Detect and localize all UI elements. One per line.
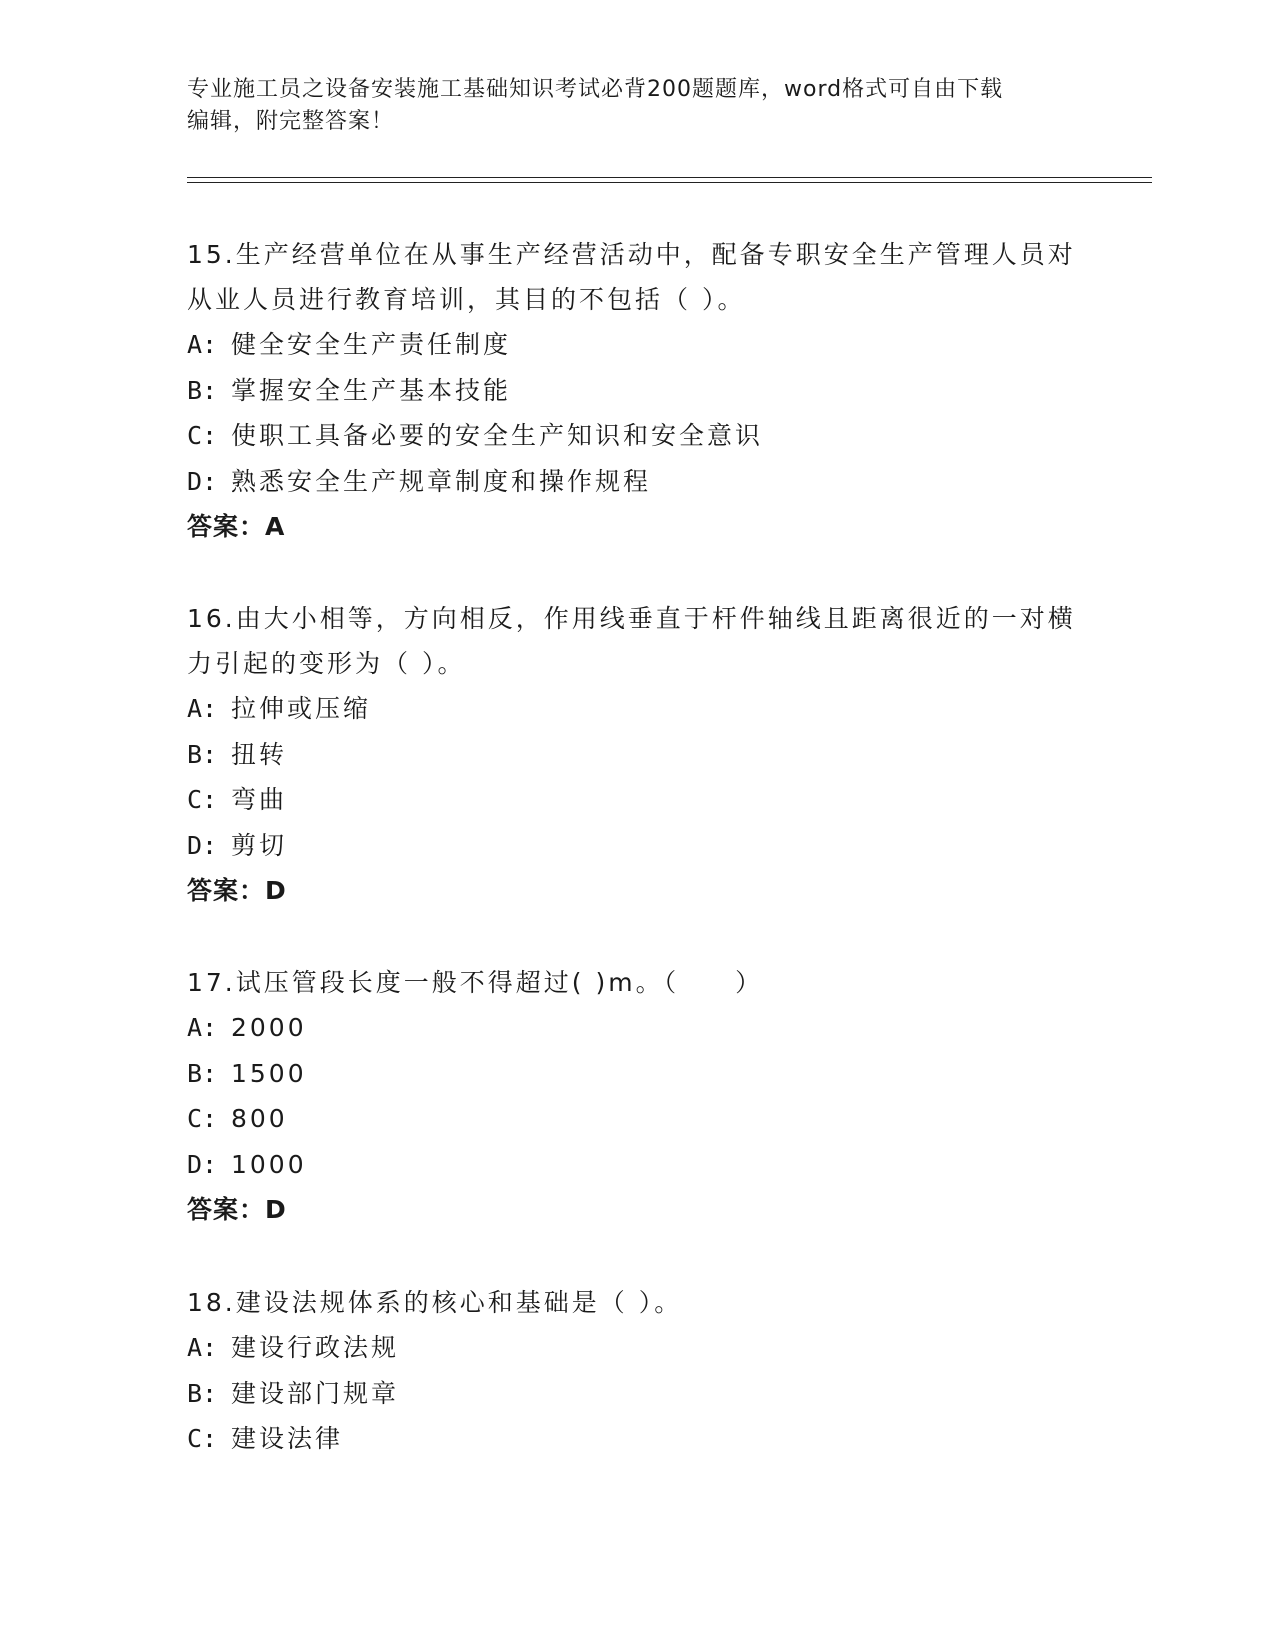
question-18 <box>187 1280 1087 1462</box>
question-stem: 17.试压管段长度一般不得超过( )m。（ ） <box>187 968 764 997</box>
option-c <box>187 1416 1087 1462</box>
option-text: 2000 <box>231 1013 307 1042</box>
question-stem: 18.建设法规体系的核心和基础是（ ）。 <box>187 1288 683 1317</box>
option-text: 使职工具备必要的安全生产知识和安全意识 <box>231 421 764 450</box>
option-b <box>187 1371 1087 1417</box>
option-c <box>187 413 1087 459</box>
question-stem: 15.生产经营单位在从事生产经营活动中，配备专职安全生产管理人员对从业人员进行教育培训，其目的不包括（ ）。 <box>187 240 1076 314</box>
option-a <box>187 1325 1087 1371</box>
option-letter: D: <box>187 466 218 496</box>
option-text: 剪切 <box>231 830 288 860</box>
option-letter: B: <box>187 1058 218 1088</box>
option-letter: C: <box>187 1104 218 1133</box>
option-text: 拉伸或压缩 <box>231 694 372 723</box>
option-letter: C: <box>187 1424 218 1453</box>
option-text: 建设行政法规 <box>231 1333 400 1362</box>
option-a <box>187 1005 1087 1051</box>
header-divider-top <box>187 177 1152 178</box>
option-b <box>187 368 1087 414</box>
option-d <box>187 823 1087 869</box>
option-letter: C: <box>187 421 218 450</box>
question-15 <box>187 232 1087 550</box>
document-header <box>187 74 1067 138</box>
option-letter: B: <box>187 375 218 405</box>
option-text: 1000 <box>231 1149 307 1179</box>
option-letter: A: <box>187 1013 218 1042</box>
option-text: 掌握安全生产基本技能 <box>231 375 512 405</box>
question-stem: 16.由大小相等，方向相反，作用线垂直于杆件轴线且距离很近的一对横力引起的变形为（ ）。 <box>187 604 1076 678</box>
option-c <box>187 1096 1087 1142</box>
option-text: 熟悉安全生产规章制度和操作规程 <box>231 466 652 496</box>
option-a <box>187 686 1087 732</box>
header-line-2: 编辑，附完整答案！ <box>187 109 395 134</box>
option-text: 健全安全生产责任制度 <box>231 330 512 359</box>
option-letter: D: <box>187 830 218 860</box>
option-d <box>187 1142 1087 1188</box>
option-text: 1500 <box>231 1058 307 1088</box>
header-divider-bottom <box>187 182 1152 183</box>
option-letter: A: <box>187 1333 218 1362</box>
answer-line: 答案：D <box>187 876 287 905</box>
answer-line: 答案：D <box>187 1195 287 1224</box>
question-17 <box>187 960 1087 1233</box>
option-text: 扭转 <box>231 739 288 769</box>
option-b <box>187 1051 1087 1097</box>
option-c <box>187 777 1087 823</box>
option-text: 建设部门规章 <box>231 1378 400 1408</box>
option-letter: B: <box>187 1378 218 1408</box>
option-a <box>187 322 1087 368</box>
option-text: 建设法律 <box>231 1424 344 1453</box>
option-b <box>187 732 1087 778</box>
option-letter: A: <box>187 694 218 723</box>
option-letter: B: <box>187 739 218 769</box>
option-letter: D: <box>187 1149 218 1179</box>
option-text: 弯曲 <box>231 785 288 814</box>
option-d <box>187 459 1087 505</box>
question-16 <box>187 596 1087 914</box>
option-text: 800 <box>231 1104 288 1133</box>
header-line-1: 专业施工员之设备安装施工基础知识考试必背200题题库，word格式可自由下载 <box>187 77 1004 102</box>
answer-line: 答案：A <box>187 512 286 541</box>
option-letter: C: <box>187 785 218 814</box>
option-letter: A: <box>187 330 218 359</box>
